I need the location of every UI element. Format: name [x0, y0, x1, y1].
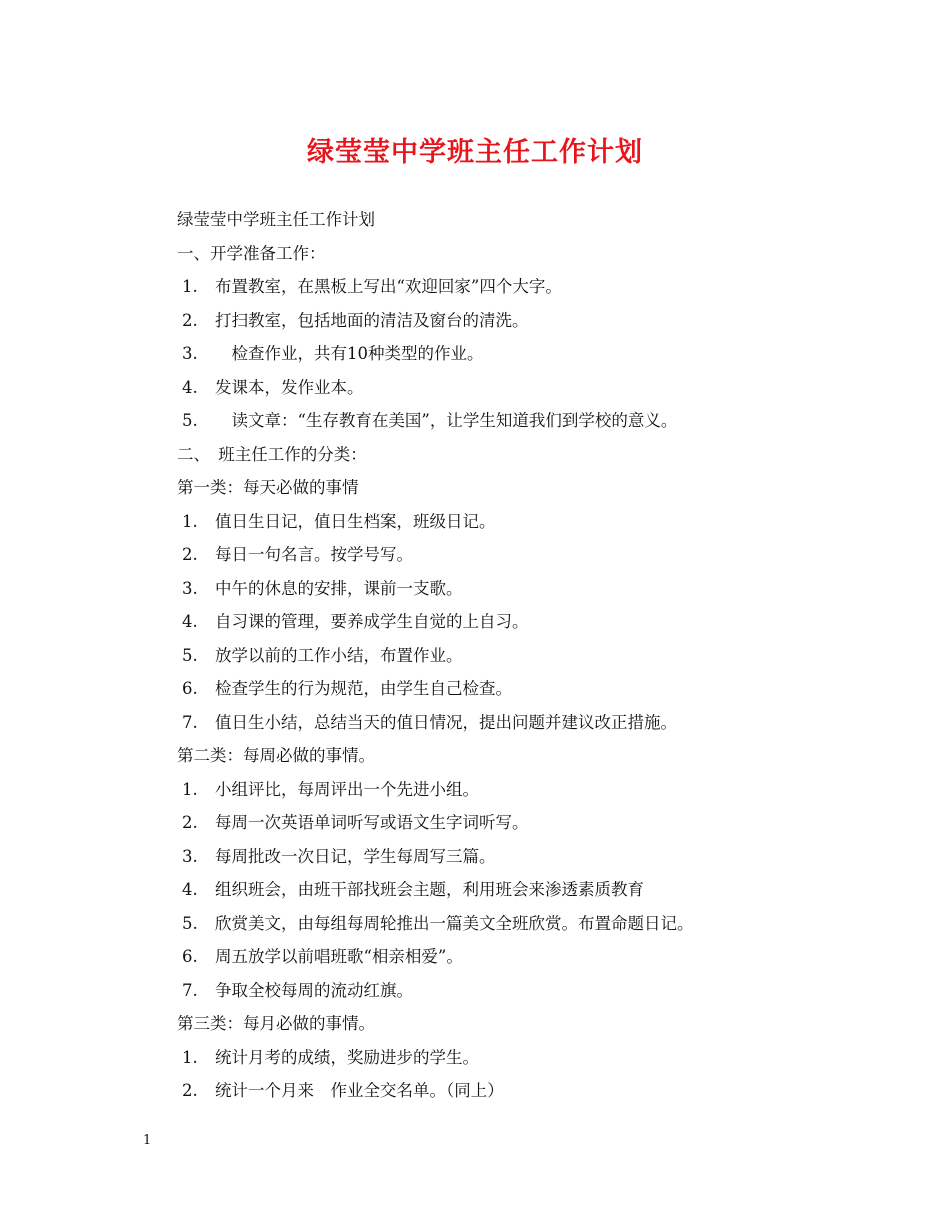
list-item-text: 中午的休息的安排，课前一支歌。 [215, 579, 463, 598]
list-item-number: 7. [182, 713, 198, 732]
list-item-number: 2. [182, 545, 198, 564]
list-item-number: 7. [182, 981, 198, 1000]
list-item-text: 每周一次英语单词听写或语文生字词听写。 [215, 813, 529, 832]
list-item-text: 周五放学以前唱班歌“相亲相爱”。 [215, 947, 463, 966]
list-item-number: 2. [182, 813, 198, 832]
list-item-text: 争取全校每周的流动红旗。 [215, 981, 413, 1000]
list-item-text: 布置教室，在黑板上写出“欢迎回家”四个大字。 [215, 277, 562, 296]
list-item-text: 小组评比，每周评出一个先进小组。 [215, 780, 479, 799]
paragraph-line: 第一类：每天必做的事情 [177, 478, 359, 497]
list-item-number: 6. [182, 947, 198, 966]
page-number: 1 [143, 1133, 152, 1148]
list-item-number: 3. [182, 344, 198, 363]
list-item-number: 6. [182, 679, 198, 698]
paragraph-line: 二、 班主任工作的分类： [177, 445, 367, 464]
list-item-text: 统计月考的成绩，奖励进步的学生。 [215, 1048, 479, 1067]
page-title: 绿莹莹中学班主任工作计划 [307, 137, 643, 168]
list-item-text: 组织班会，由班干部找班会主题，利用班会来渗透素质教育 [215, 880, 644, 899]
list-item-number: 4. [182, 880, 198, 899]
list-item-text: 自习课的管理，要养成学生自觉的上自习。 [215, 612, 529, 631]
list-item-number: 1. [182, 1048, 198, 1067]
list-item-number: 2. [182, 1081, 198, 1100]
list-item-number: 3. [182, 847, 198, 866]
paragraph-line: 绿莹莹中学班主任工作计划 [177, 210, 375, 229]
list-item-number: 1. [182, 512, 198, 531]
list-item-number: 1. [182, 277, 198, 296]
list-item-number: 1. [182, 780, 198, 799]
list-item-text: 每日一句名言。按学号写。 [215, 545, 413, 564]
list-item-text: 统计一个月来 作业全交名单。（同上） [215, 1081, 504, 1100]
list-item-text: 读文章：“生存教育在美国”，让学生知道我们到学校的意义。 [215, 411, 678, 430]
list-item-number: 3. [182, 579, 198, 598]
paragraph-line: 第三类：每月必做的事情。 [177, 1014, 375, 1033]
paragraph-line: 一、开学准备工作： [177, 244, 326, 263]
list-item-text: 每周批改一次日记，学生每周写三篇。 [215, 847, 496, 866]
list-item-text: 欣赏美文，由每组每周轮推出一篇美文全班欣赏。布置命题日记。 [215, 914, 694, 933]
paragraph-line: 第二类：每周必做的事情。 [177, 746, 375, 765]
list-item-text: 检查学生的行为规范，由学生自己检查。 [215, 679, 512, 698]
list-item-text: 放学以前的工作小结，布置作业。 [215, 646, 463, 665]
list-item-text: 值日生日记，值日生档案，班级日记。 [215, 512, 496, 531]
list-item-text: 打扫教室，包括地面的清洁及窗台的清洗。 [215, 311, 529, 330]
list-item-number: 2. [182, 311, 198, 330]
list-item-number: 4. [182, 612, 198, 631]
list-item-number: 5. [182, 646, 198, 665]
list-item-text: 发课本，发作业本。 [215, 378, 364, 397]
list-item-text: 值日生小结，总结当天的值日情况，提出问题并建议改正措施。 [215, 713, 677, 732]
list-item-number: 5. [182, 914, 198, 933]
list-item-number: 4. [182, 378, 198, 397]
list-item-number: 5. [182, 411, 198, 430]
list-item-text: 检查作业，共有10种类型的作业。 [215, 344, 484, 363]
